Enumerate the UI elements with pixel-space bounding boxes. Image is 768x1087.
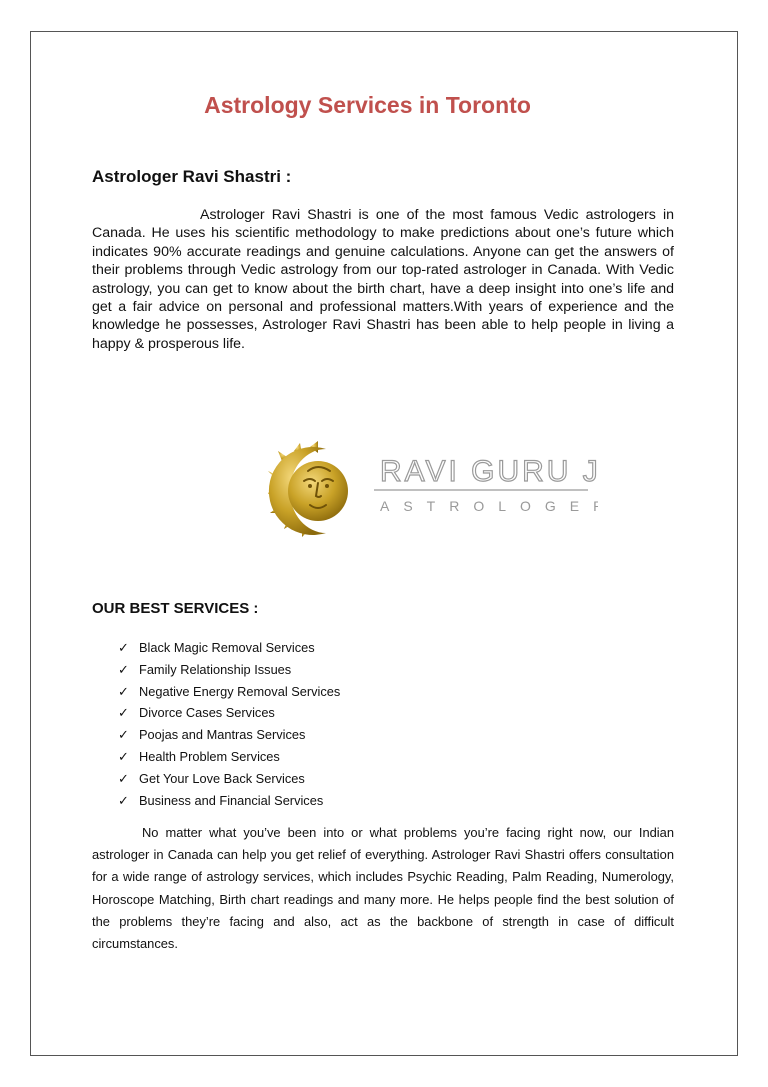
list-item: ✓ Poojas and Mantras Services: [118, 724, 340, 746]
list-item: ✓ Get Your Love Back Services: [118, 768, 340, 790]
list-item: ✓ Health Problem Services: [118, 746, 340, 768]
services-list: [118, 637, 340, 811]
closing-text: No matter what you’ve been into or what problems you’re facing right now, our Indian astrologer in Canada can help you get relief of everything. Astrologer Ravi Shastri offers consultation for a wide range of astrology services, which includes Psychic Reading, Palm Reading, Numerology, Horoscope Matching, Birth chart readings and many more. He helps people find the best solution of the problems they’re facing and also, act as the backbone of strength in case of difficult circumstances.: [92, 825, 674, 952]
intro-text: Astrologer Ravi Shastri is one of the most famous Vedic astrologers in Canada. He uses his scientific methodology to make predictions about one’s future which indicates 90% accurate readings and genuine calculations. Anyone can get the answers of their problems through Vedic astrology from our top-rated astrologer in Canada. With Vedic astrology, you can get to know about the birth chart, have a deep insight into one’s life and get a fair advice on personal and professional matters.With years of experience and the knowledge he possesses, Astrologer Ravi Shastri has been able to help people in living a happy & prosperous life.: [92, 207, 674, 352]
list-item: ✓ Business and Financial Services: [118, 790, 340, 812]
checkmark-icon: ✓: [118, 727, 129, 743]
list-item: ✓ Family Relationship Issues: [118, 659, 340, 681]
checkmark-icon: ✓: [118, 748, 129, 764]
services-heading: OUR BEST SERVICES :: [92, 600, 259, 617]
closing-paragraph: [92, 822, 674, 955]
list-item: ✓ Black Magic Removal Services: [118, 637, 340, 659]
list-item: ✓ Negative Energy Removal Services: [118, 681, 340, 703]
logo-role-line: ASTROLOGER: [380, 498, 598, 514]
checkmark-icon: ✓: [118, 683, 129, 699]
page-title: Astrology Services in Toronto: [204, 92, 531, 118]
list-item: ✓ Divorce Cases Services: [118, 702, 340, 724]
checkmark-icon: ✓: [118, 792, 129, 808]
checkmark-icon: ✓: [118, 661, 129, 677]
checkmark-icon: ✓: [118, 770, 129, 786]
logo-wordmark: [374, 455, 598, 514]
logo-graphic: [268, 441, 598, 537]
sun-moon-face-icon: [268, 441, 348, 537]
astrologer-subheading: Astrologer Ravi Shastri :: [92, 167, 292, 186]
logo-name-line: RAVI GURU JI: [380, 455, 598, 488]
ravi-guru-ji-logo: [268, 441, 598, 537]
checkmark-icon: ✓: [118, 705, 129, 721]
intro-paragraph: [92, 206, 674, 353]
checkmark-icon: ✓: [118, 640, 129, 655]
